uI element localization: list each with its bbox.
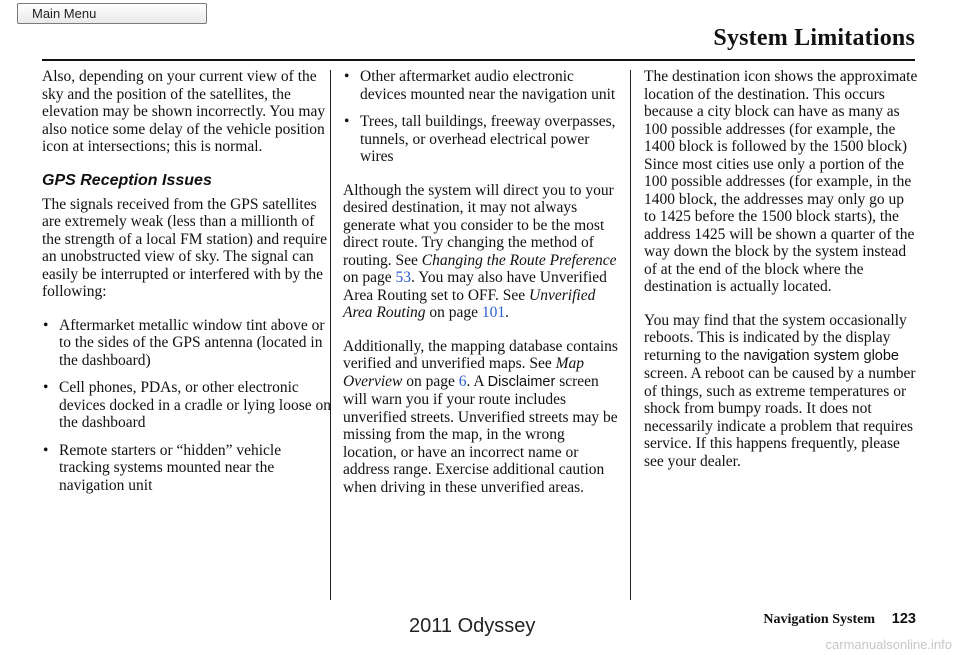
list-item [343,68,620,103]
title-divider [42,59,915,61]
routing-paragraph: Although the system will direct you to your desired destination, it may not always generate what you consider to be the most direct route. Try changing the method of routing. See Changing the Route Preference on page 53. You may also have Unverified Area Routing set to OFF. See Unverified Area Routing on page 101. [343,181,617,321]
interference-list-continued [343,68,620,166]
ref-unverified-area-routing: Unverified Area Routing [343,286,596,321]
page-title: System Limitations [713,25,915,51]
bullet-icon: • [43,379,49,396]
bullet-icon: • [344,113,350,130]
model-label: 2011 Odyssey [409,615,536,637]
column-2 [343,68,620,512]
list-item [343,113,620,166]
column-1 [42,68,332,510]
ref-map-overview: Map Overview [343,355,585,390]
list-item-text: Cell phones, PDAs, or other electronic devices docked in a cradle or lying loose on the dashboard [59,379,332,431]
reboot-paragraph: You may find that the system occasionally reboots. This is indicated by the display returning to the navigation system globe screen. A reboot can be caused by a number of things, such as extreme temperatures or shock from bumpy roads. It does not necessarily indicate a problem that requires service. If this happens frequently, please see your dealer. [644,311,916,470]
list-item-text: Other aftermarket audio electronic devices mounted near the navigation unit [360,68,616,103]
ui-term-navigation-system-globe: navigation system globe [743,347,900,364]
interference-list [42,317,332,495]
list-item-text: Remote starters or “hidden” vehicle tracking systems mounted near the navigation unit [59,441,282,494]
watermark: carmanualsonline.info [825,637,952,652]
list-item-text: Aftermarket metallic window tint above or to the sides of the GPS antenna (located in the dashboard) [59,316,325,369]
column-divider-2 [630,70,631,600]
page-link-6[interactable]: 6 [458,372,467,390]
list-item-text: Trees, tall buildings, freeway overpasses, tunnels, or overhead electrical power wires [360,113,616,165]
footer-section-label: Navigation System [763,612,875,627]
column-3 [644,68,919,486]
destination-icon-paragraph: The destination icon shows the approximate location of the destination. This occurs because a city block can have as many as 100 possible addresses (for example, the 1400 block is followed by the 1500 block) Since most cities use only a portion of the 100 possible addresses (for example, in the 1400 block, the addresses may only go up to 1425 before the 1500 block starts), the address 1425 will be shown a quarter of the way down the block by the system instead of at the end of the block where the destination is actually located. [644,68,918,295]
page-number: 123 [891,611,916,627]
section-heading-gps: GPS Reception Issues [42,171,212,189]
bullet-icon: • [43,441,49,459]
list-item [42,317,332,370]
bullet-icon: • [344,68,350,85]
bullet-icon: • [43,316,49,334]
ui-term-disclaimer: Disclaimer [487,373,556,390]
page-link-101[interactable]: 101 [481,304,506,321]
intro-paragraph: Also, depending on your current view of the sky and the position of the satellites, the elevation may be shown incorrectly. You may also notice some delay of the vehicle position icon at intersections; this is normal. [42,68,326,155]
list-item [42,379,332,432]
main-menu-button[interactable]: Main Menu [17,3,207,24]
gps-paragraph: The signals received from the GPS satellites are extremely weak (less than a millionth of the strength of a local FM station) and require an unobstructed view of sky. The signal can easily be interrupted or interfered with by the following: [42,195,327,300]
list-item [42,442,332,495]
ref-changing-route-preference: Changing the Route Preference [421,251,617,269]
page-link-53[interactable]: 53 [395,269,412,286]
database-paragraph: Additionally, the mapping database contains verified and unverified maps. See Map Overview on page 6. A Disclaimer screen will warn you if your route includes unverified streets. Unverified streets may be missing from the map, in the wrong location, or have an incorrect name or address range. Exercise additional caution when driving in these unverified areas. [343,337,618,496]
